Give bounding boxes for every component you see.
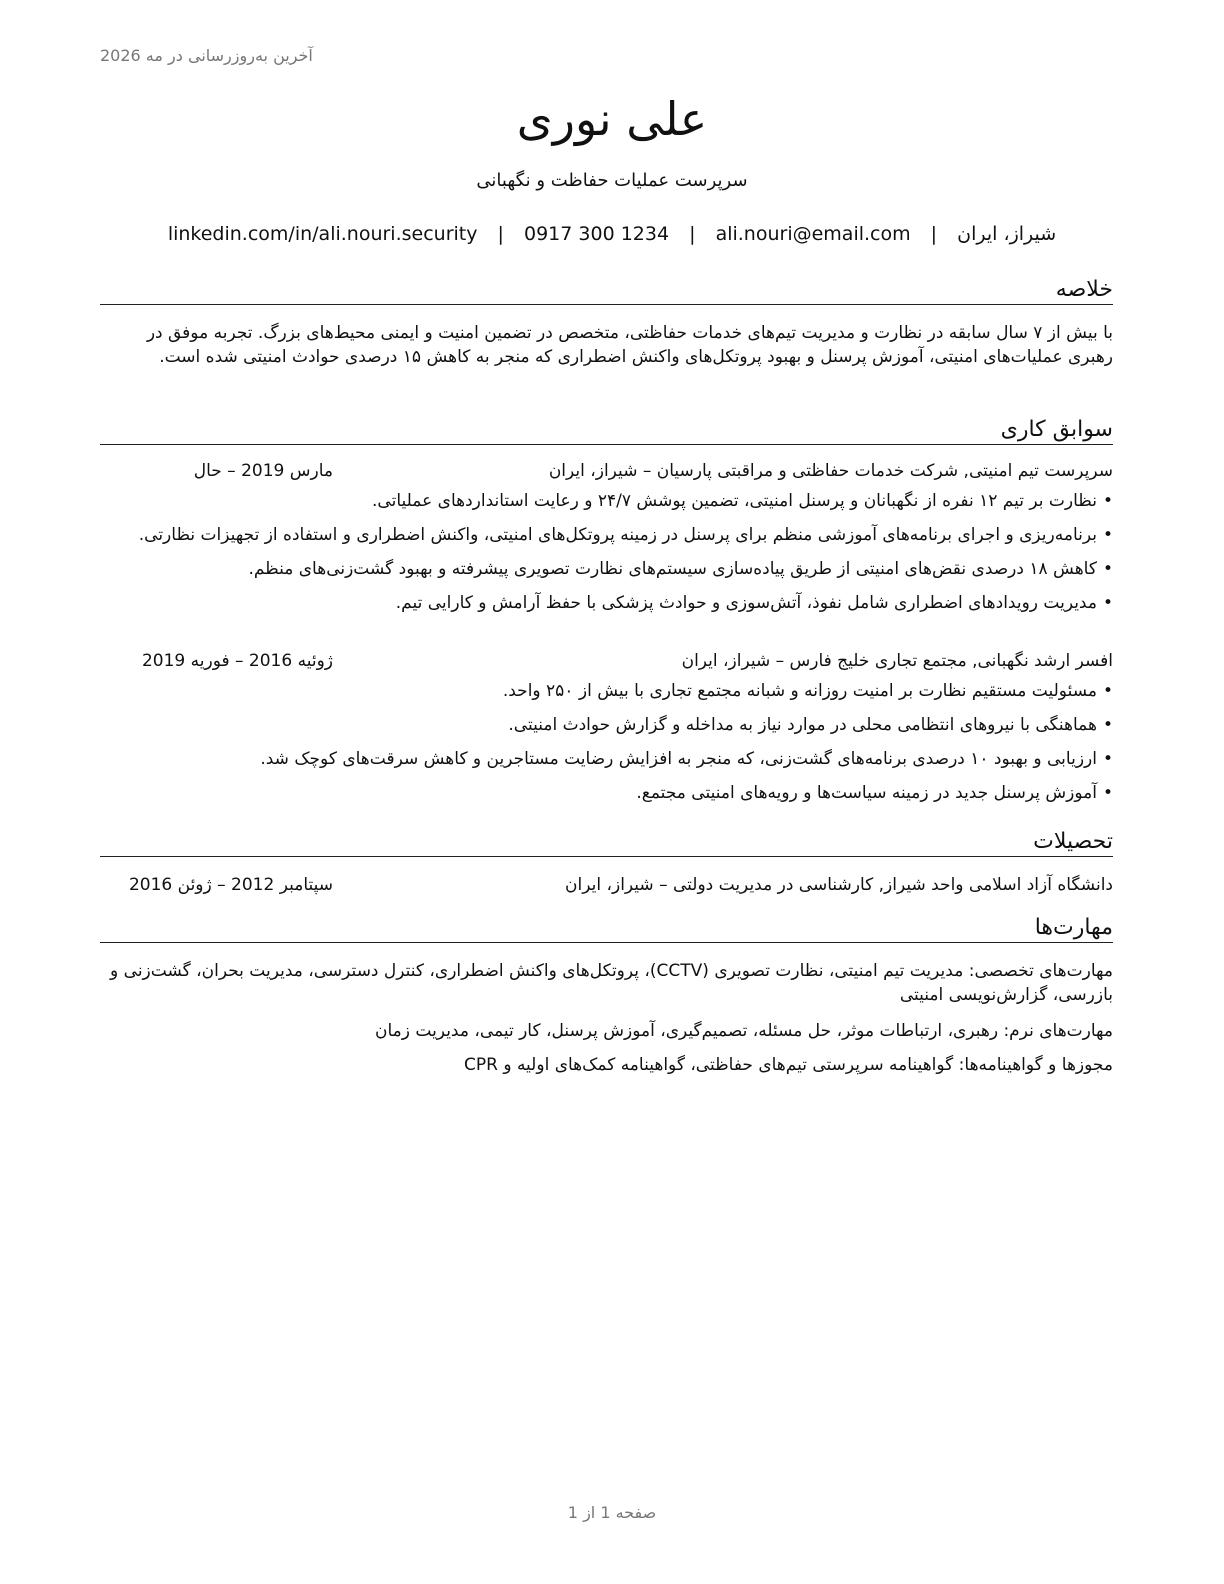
bullet-text: مسئولیت مستقیم نظارت بر امنیت روزانه و شبانه مجتمع تجاری با بیش از ۲۵۰ واحد. xyxy=(502,681,1097,701)
job-bullets xyxy=(60,489,1113,625)
contact-separator: | xyxy=(689,223,696,245)
job-bullet xyxy=(60,679,1113,713)
contact-linkedin[interactable]: linkedin.com/in/ali.nouri.security xyxy=(167,223,478,245)
education-entry: دانشگاه آزاد اسلامی واحد شیراز, کارشناسی در مدیریت دولتی – شیراز، ایران xyxy=(565,875,1113,895)
bullet-dot: • xyxy=(1102,749,1113,769)
summary-text: با بیش از ۷ سال سابقه در نظارت و مدیریت تیم‌های خدمات حفاظتی، متخصص در تضمین امنیت و ایمنی محیط‌های بزرگ. تجربه موفق در رهبری عملیات‌های امنیتی، آموزش پرسنل و بهبود پروتکل‌های واکنش اضطراری که منجر به کاهش ۱۵ درصدی حوادث امنیتی شده است. xyxy=(146,323,1113,367)
job-role: افسر ارشد نگهبانی, مجتمع تجاری خلیج فارس – شیراز، ایران xyxy=(681,651,1113,671)
bullet-dot: • xyxy=(1102,491,1113,511)
contact-line xyxy=(0,223,1224,245)
bullet-text: هماهنگی با نیروهای انتظامی محلی در موارد نیاز به مداخله و گزارش حوادث امنیتی. xyxy=(508,715,1097,735)
person-name: علی نوری xyxy=(516,92,708,146)
job-bullets xyxy=(60,679,1113,815)
bullet-dot: • xyxy=(1102,525,1113,545)
education-row xyxy=(100,873,1113,899)
bullet-dot: • xyxy=(1102,715,1113,735)
job-bullet xyxy=(60,557,1113,591)
skills-soft: مهارت‌های نرم: رهبری، ارتباطات موثر، حل مسئله، تصمیم‌گیری، آموزش پرسنل، کار تیمی، مدیریت زمان xyxy=(375,1021,1113,1041)
skills-licenses: مجوزها و گواهینامه‌ها: گواهینامه سرپرستی تیم‌های حفاظتی، گواهینامه کمک‌های اولیه و CPR xyxy=(463,1055,1113,1075)
skills-heading: مهارت‌ها xyxy=(100,914,1113,943)
bullet-dot: • xyxy=(1102,593,1113,613)
bullet-text: کاهش ۱۸ درصدی نقض‌های امنیتی از طریق پیاده‌سازی سیستم‌های نظارت تصویری پیشرفته و بهبود گشت‌زنی‌های منظم. xyxy=(248,559,1097,579)
job-role: سرپرست تیم امنیتی, شرکت خدمات حفاظتی و مراقبتی پارسیان – شیراز، ایران xyxy=(548,461,1113,481)
contact-email[interactable]: ali.nouri@email.com xyxy=(715,223,911,245)
job-bullet xyxy=(60,747,1113,781)
job-row xyxy=(100,459,1113,485)
skills-technical: مهارت‌های تخصصی: مدیریت تیم امنیتی، نظارت تصویری (CCTV)، پروتکل‌های واکنش اضطراری، کنترل دسترسی، مدیریت بحران، گشت‌زنی و بازرسی، گزارش‌نویسی امنیتی xyxy=(110,961,1113,1005)
contact-location: شیراز، ایران xyxy=(957,223,1057,245)
bullet-text: نظارت بر تیم ۱۲ نفره از نگهبانان و پرسنل امنیتی، تضمین پوشش ۲۴/۷ و رعایت استانداردهای عملیاتی. xyxy=(372,491,1097,511)
job-bullet xyxy=(60,713,1113,747)
last-updated: آخرین به‌روزرسانی در مه 2026 xyxy=(100,46,313,65)
bullet-text: ارزیابی و بهبود ۱۰ درصدی برنامه‌های گشت‌زنی، که منجر به افزایش رضایت مستاجرین و کاهش سرقت‌های کوچک شد. xyxy=(260,749,1097,769)
job-row xyxy=(100,649,1113,675)
contact-phone: 0917 300 1234 xyxy=(524,223,670,245)
bullet-text: آموزش پرسنل جدید در زمینه سیاست‌ها و رویه‌های امنیتی مجتمع. xyxy=(636,783,1097,803)
education-dates: سپتامبر 2012 – ژوئن 2016 xyxy=(128,875,333,895)
bullet-dot: • xyxy=(1102,559,1113,579)
job-bullet xyxy=(60,489,1113,523)
page-number: صفحه 1 از 1 xyxy=(567,1503,657,1522)
summary-heading: خلاصه xyxy=(100,276,1113,305)
job-dates: مارس 2019 – حال xyxy=(193,461,333,481)
bullet-dot: • xyxy=(1102,681,1113,701)
education-heading: تحصیلات xyxy=(100,828,1113,857)
job-bullet xyxy=(60,591,1113,625)
bullet-text: برنامه‌ریزی و اجرای برنامه‌های آموزشی منظم برای پرسنل در زمینه پروتکل‌های امنیتی، واکنش اضطراری و استفاده از تجهیزات نظارتی. xyxy=(138,525,1097,545)
contact-separator: | xyxy=(497,223,504,245)
experience-heading: سوابق کاری xyxy=(100,416,1113,445)
job-bullet xyxy=(60,523,1113,557)
job-title: سرپرست عملیات حفاظت و نگهبانی xyxy=(476,170,748,191)
job-dates: ژوئیه 2016 – فوریه 2019 xyxy=(141,651,333,671)
job-bullet xyxy=(60,781,1113,815)
bullet-dot: • xyxy=(1102,783,1113,803)
contact-separator: | xyxy=(930,223,938,245)
bullet-text: مدیریت رویدادهای اضطراری شامل نفوذ، آتش‌سوزی و حوادث پزشکی با حفظ آرامش و کارایی تیم. xyxy=(395,593,1097,613)
